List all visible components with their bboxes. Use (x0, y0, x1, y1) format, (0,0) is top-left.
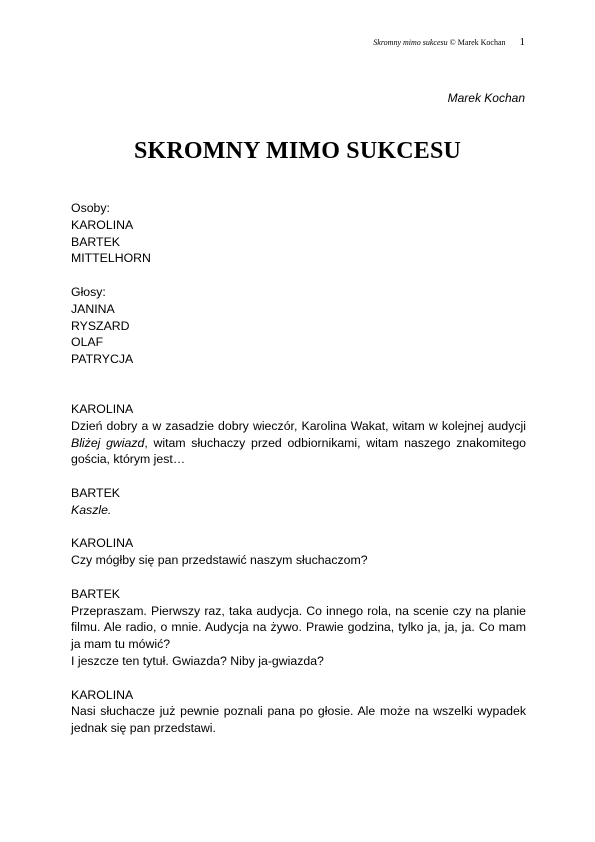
voice-name: JANINA (71, 301, 115, 316)
author-name: Marek Kochan (447, 91, 525, 105)
voice-name: RYSZARD (71, 318, 130, 333)
person-name: MITTELHORN (71, 251, 151, 266)
stage-direction: Kaszle. (71, 502, 112, 517)
dialogue-entry (71, 687, 526, 737)
speaker-name: KAROLINA (71, 687, 134, 702)
dialogue-entry (71, 401, 526, 468)
dialogue-text-part: , witam słuchaczy przed odbiornikami, witam naszego znakomitego gościa, którym jest… (71, 435, 526, 467)
dialogue-entry (71, 485, 526, 519)
document-title: SKROMNY MIMO SUKCESU (133, 138, 462, 164)
voice-name: PATRYCJA (71, 352, 134, 367)
speaker-name: KAROLINA (71, 536, 134, 551)
person-name: BARTEK (71, 234, 120, 249)
dialogue-entry (71, 535, 526, 569)
page-header (373, 36, 525, 48)
persons-list (71, 200, 526, 267)
dialogue-text: Czy mógłby się pan przedstawić naszym słuchaczom? (71, 553, 368, 568)
speaker-name: BARTEK (71, 485, 120, 500)
voices-list (71, 284, 526, 368)
speaker-name: BARTEK (71, 586, 120, 601)
person-name: KAROLINA (71, 217, 134, 232)
dialogue-text: Nasi słuchacze już pewnie poznali pana po głosie. Ale może na wszelki wypadek jednak się pan przedstawi. (71, 704, 526, 736)
persons-label: Osoby: (71, 201, 110, 215)
voice-name: OLAF (71, 335, 104, 350)
dialogue-text-part: Dzień dobry a w zasadzie dobry wieczór, Karolina Wakat, witam w kolejnej audycji (71, 418, 526, 433)
dialogue-text (71, 418, 526, 468)
dialogue-entry (71, 586, 526, 670)
dialogue-text: Przepraszam. Pierwszy raz, taka audycja. Co innego rola, na scenie czy na planie filmu. Ale radio, o mnie. Audycja na żywo. Prawie godzina, tylko ja, ja, ja. Co mam ja mam tu mówić? (71, 603, 526, 652)
audition-title: Bliżej gwiazd (71, 435, 145, 450)
running-title: Skromny mimo sukcesu (373, 38, 448, 47)
page-number: 1 (519, 36, 525, 48)
voices-label: Głosy: (71, 284, 106, 299)
speaker-name: KAROLINA (71, 401, 134, 416)
copyright-notice: © Marek Kochan (449, 38, 506, 47)
dialogue-text: I jeszcze ten tytuł. Gwiazda? Niby ja-gwiazda? (71, 653, 324, 668)
document-body (71, 200, 526, 754)
